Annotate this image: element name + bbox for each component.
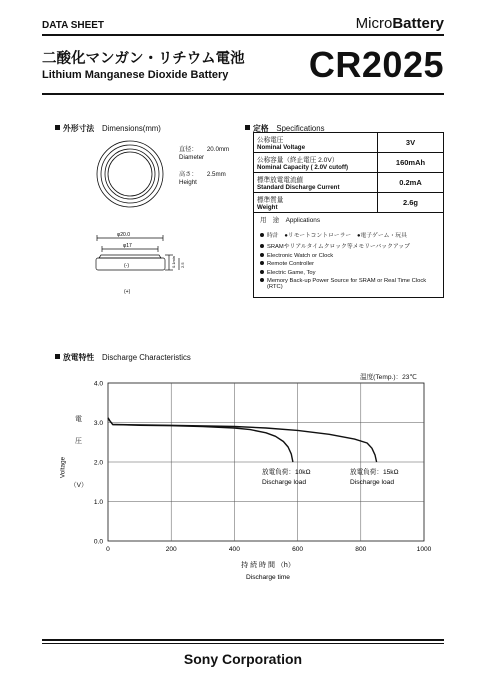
- discharge-heading: 放電特性 Discharge Characteristics: [55, 352, 191, 363]
- top-rule: [42, 34, 444, 36]
- xlabel-jp: 持 続 時 間 （h）: [241, 562, 295, 569]
- use-item: Electronic Watch or Clock: [260, 253, 437, 259]
- dimensions-heading: 外形寸法 Dimensions(mm): [55, 123, 161, 134]
- dim-inner-label: φ17: [123, 243, 132, 249]
- spec-row: 標準放電電流値 Standard Discharge Current 0.2mA: [254, 173, 444, 193]
- header-rule: [42, 93, 444, 95]
- load2-label-en: Discharge load: [350, 479, 394, 486]
- use-item: Electric Game, Toy: [260, 270, 437, 276]
- y-tick-label: 2.0: [93, 459, 103, 467]
- height-info: 高さ： 2.5mm Height: [179, 171, 226, 187]
- spec-row: 公称容量（終止電圧 2.0V） Nominal Capacity ( 2.0V cutoff) 160mAh: [254, 153, 444, 173]
- pos-terminal-label: (+): [124, 289, 131, 295]
- ylabel-unit: （V）: [70, 482, 88, 489]
- y-tick-label: 0.0: [93, 538, 103, 546]
- y-tick-labels: [94, 380, 103, 545]
- dim-outer-label: φ20.0: [117, 232, 130, 238]
- footer-rule-1: [42, 639, 444, 641]
- brand-micro: Micro: [355, 15, 393, 32]
- applications-heading: 用 途 Applications: [260, 217, 321, 224]
- y-tick-label: 1.0: [93, 498, 103, 506]
- ylabel-jp-1: 電: [75, 416, 82, 423]
- company-name: Sony Corporation: [183, 651, 303, 667]
- x-tick-labels: [106, 546, 432, 553]
- load1-label-jp: 放電負荷：10kΩ: [262, 469, 311, 476]
- x-tick-label: 1000: [416, 546, 432, 553]
- load2-label-jp: 放電負荷：15kΩ: [350, 469, 399, 476]
- x-tick-label: 400: [228, 546, 240, 553]
- neg-terminal-label: (-): [124, 263, 129, 269]
- footer-rule-2: [42, 643, 444, 644]
- x-tick-label: 0: [106, 546, 110, 553]
- y-tick-label: 4.0: [93, 380, 103, 388]
- model-number: CR2025: [308, 44, 444, 85]
- dim-h2-label: 2.5: [180, 262, 185, 268]
- x-tick-label: 800: [355, 546, 367, 553]
- title-jp: 二酸化マンガン・リチウム電池: [42, 51, 245, 67]
- battery-drawing: [85, 138, 185, 298]
- temperature-label: 温度(Temp.)：23℃: [360, 374, 417, 381]
- use-item: Memory Back-up Power Source for SRAM or Real Time Clock (RTC): [260, 278, 437, 290]
- discharge-chart: [80, 375, 440, 590]
- brand-logo: [356, 15, 444, 32]
- series-line-2: [108, 418, 377, 462]
- chart-series: [108, 418, 377, 462]
- diameter-info: 直径： 20.0mm Diameter: [179, 146, 230, 162]
- data-sheet-label: DATA SHEET: [42, 20, 105, 31]
- battery-side-view: [96, 235, 179, 270]
- ylabel-en: Voltage: [59, 456, 67, 479]
- battery-top-view: [97, 141, 163, 207]
- ylabel-jp-2: 圧: [75, 438, 82, 445]
- specs-heading: 定格 Specifications: [245, 123, 325, 134]
- brand-battery: Battery: [392, 15, 444, 32]
- applications-box: [253, 211, 444, 298]
- xlabel-en: Discharge time: [246, 574, 290, 581]
- specs-table: [253, 132, 444, 213]
- dim-h1-label: 0.1min: [171, 255, 176, 268]
- use-item: SRAMやリアルタイムクロック等メモリーバックアップ: [260, 241, 437, 250]
- y-tick-label: 3.0: [93, 419, 103, 427]
- use-item: Remote Controller: [260, 261, 437, 267]
- load1-label-en: Discharge load: [262, 479, 306, 486]
- x-tick-label: 600: [292, 546, 304, 553]
- use-item: 時計 ●リモートコントローラー ●電子ゲーム・玩具: [260, 230, 437, 239]
- x-tick-label: 200: [165, 546, 177, 553]
- title-en: Lithium Manganese Dioxide Battery: [42, 69, 229, 81]
- spec-row: 公称電圧 Nominal Voltage 3V: [254, 133, 444, 153]
- spec-row: 標準質量 Weight 2.6g: [254, 193, 444, 213]
